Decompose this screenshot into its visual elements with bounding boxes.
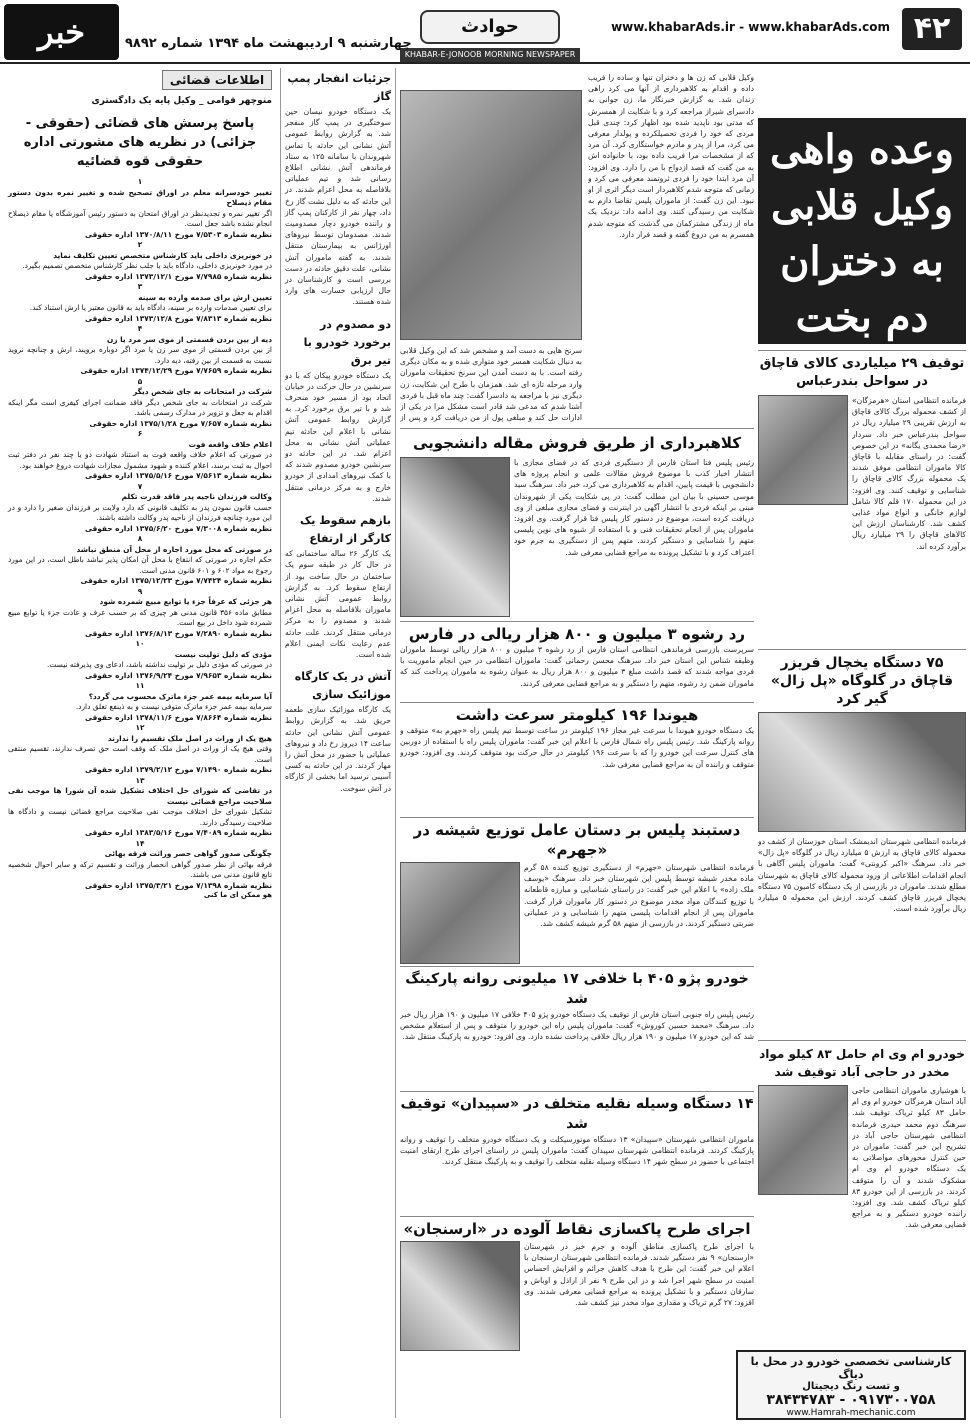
lead-text-1: وکیل قلابی که زن ها و دختران تنها و ساده را فریب داده و اقدام به کلاهبرداری از آنها می کرد راهی زندان شد. به گزارش خبرنگار ما، زن جوانی به دادسرای شیراز مراجعه کرد و با شکایت از همسرش که مدتی بود ناپدید شده بود اظهار کرد: چندی قبل مردی که خود را فردی تحصیلکرده و پولدار معرفی می کرد، مرا از پدر و مادرم خواستگاری کرد. آن مرد که از مشخصات مرا فریب داده بود، با خانواده اش به من گفت که قصد ازدواج با من را دارد. وی افزود: آن مرد ابتدا خود را فردی ثروتمند معرفی می کرد و زمانی که متوجه شدم کلاهبردار است دیگر اثری از او نبود. این زن گفت: از ماموران پلیس تقاضا دارم به شکایت من رسیدگی کنند. وی ادامه داد: نزدیک یک ماه از زندگی مشترکمان می گذشت که متوجه شدم همسرم به من دروغ گفته و قصد فرار دارد. <box>588 73 754 239</box>
legal-item-reference: نظریه شماره ۷/۲۸۹۰ مورخ ۱۳۷۶/۸/۱۳ اداره حقوقی <box>84 628 272 638</box>
lead-headline: وعده واهی وکیل قلابی به دختران دم بخت <box>758 118 966 344</box>
brief-title-4: آتش در یک کارگاه موزائیک سازی <box>294 670 391 702</box>
right-story-3-text: با هوشیاری ماموران انتظامی حاجی آباد استان هرمزگان خودرو ام وی ام حامل ۸۳ کیلو تریاک توقیف شد. سرهنگ دوم محمد حیدری فرمانده انتظامی شهرستان حاجی آباد در تشریح این خبر گفت: ماموران در حین کنترل محورهای مواصلاتی به یک دستگاه خودرو ام وی ام مشکوک شدند و آن را متوقف کردند. در بازرسی از این خودرو ۸۳ کیلو تریاک کشف شد. وی افزود: راننده خودرو دستگیر و به مراجع قضایی معرفی شد. <box>852 1086 966 1230</box>
ad-headline: کارشناسی تخصصی خودرو در محل با دیاگ <box>750 1355 952 1381</box>
legal-item-question: در صورتی که محل مورد اجاره از محل آن منطق نباشد <box>76 544 272 554</box>
legal-item-answer: حسب قانون نمودن پدر به تکلیف قانونی که دارد ولایت بر فرزندان صغیر را دارد و در این مورد چنانچه فرزندان از ناحیه پدر وکالت داشته باشند. <box>8 502 272 522</box>
right-column <box>758 350 966 1346</box>
legal-item-reference: نظریه شماره ۷/۷۴۲۴ مورخ ۱۳۷۵/۱۲/۲۳ اداره حقوقی <box>80 576 272 585</box>
legal-item-question: وکالت فرزندان ناجیه پدر فاقد قدرت تکلم <box>121 492 272 501</box>
lead-column-2 <box>400 345 582 423</box>
ad-phone[interactable]: ۳۸۴۳۴۷۸۳ - ۰۹۱۷۳۰۰۷۵۸ <box>766 1392 936 1408</box>
legal-box-title: اطلاعات قضائی <box>162 70 272 90</box>
legal-item-question: هیچ یک از وراث در اصل ملک تقسیم را ندارند <box>107 733 272 743</box>
legal-item-reference: نظریه شماره ۷/۵۶۱۳ مورخ ۱۳۷۵/۵/۱۶ اداره حقوقی <box>84 471 272 480</box>
legal-item-answer: برای تعیین صدمات وارده بر سینه، دادگاه باید به قانون معتبر یا ارش استناد کند. <box>29 303 272 312</box>
legal-item-reference: نظریه شماره ۷/۴۰۸۹ مورخ ۱۳۸۳/۵/۱۶ اداره حقوقی <box>84 828 272 837</box>
brief-text-3: یک کارگر ۲۶ ساله ساختمانی که در حال کار در طبقه سوم یک ساختمان در حال ساخت بود از ارتفاع سقوط کرد. به گزارش روابط عمومی آتش نشانی ماموران بلافاصله به محل اعزام شدند و مصدوم را به مرکز درمانی منتقل کردند. علت حادثه عدم رعایت نکات ایمنی اعلام شده است. <box>285 549 391 659</box>
legal-item-reference: نظریه شماره ۷/۳۰۰۸ مورخ ۱۳۷۵/۶/۲۰ اداره حقوقی <box>84 523 272 533</box>
right-story-3-title: خودرو ام وی ام حامل ۸۳ کیلو مواد مخدر در حاجی آباد توقیف شد <box>759 1047 965 1079</box>
legal-item-number: ۴ <box>137 324 143 333</box>
story-7-photo <box>400 1241 520 1351</box>
legal-item-question: دیه از بین بردن قسمتی از موی سر مرد یا زن <box>106 334 272 344</box>
legal-item-answer: شرکت در امتحانات به جای شخص دیگر فاقد ضمانت اجرای کیفری است مگر اینکه اقدام به جعل و تزویر در مدارک رسمی باشد. <box>8 397 272 417</box>
right-story-1-text: فرمانده انتظامی استان «هرمزگان» از کشف محموله بزرگ کالای قاچاق به ارزش تقریبی ۲۹ میلیارد ریال در سواحل بندرعباس خبر داد. سردار «رضا محمدی یگانه» در این خصوص گفت: در راستای مقابله با قاچاق کالا ماموران انتظامی موفق شدند یک محموله بزرگ کالای قاچاق را شناسایی و توقیف کنند. وی افزود: در این محموله ۱۷۰ قلم کالا شامل لوازم خانگی و انواع مواد غذایی کشف شد. کارشناسان ارزش این کالاهای قاچاق را ۲۹ میلیارد ریال برآورد کرده اند. <box>852 396 966 551</box>
story-1-title: کلاهبرداری از طریق فروش مقاله دانشجویی <box>412 434 742 452</box>
legal-item-answer: حکم اجاره در صورتی که انتفاع با محل آن امکان پذیر نباشد باطل است، در این مورد رجوع به مواد ۶۰۲ و ۶۰۱ قانون مدنی است. <box>8 555 272 575</box>
ad-website[interactable]: www.Hamrah-mechanic.com <box>786 1408 916 1418</box>
legal-item-number: ۱۲ <box>135 723 145 732</box>
story-6-title: ۱۴ دستگاه وسیله نقلیه متخلف در «سپیدان» توقیف شد <box>400 1096 754 1132</box>
legal-item-answer: در صورتی که اعلام خلاف واقعه فوت به استناد شهادت دو یا چند نفر در دفتر ثبت احوال به ثبت برسد، اعلام کننده و شهود مشمول مجازات شهادت دروغ خواهند بود. <box>8 450 272 470</box>
legal-item-reference: نظریه شماره ۷/۶۵۷ مورخ ۱۳۷۵/۱/۲۸ اداره حقوقی <box>89 418 272 428</box>
brief-title-3: بازهم سقوط یک کارگر از ارتفاع <box>300 514 391 546</box>
legal-item-number: ۸ <box>137 534 143 543</box>
right-story-2-text: فرمانده انتظامی شهرستان اندیمشک استان خوزستان از کشف دو محموله کالای قاچاق به ارزش ۵ میلیارد ریال در گلوگاه «پل زال» خبر داد. سرهنگ «اکبر کرونتی» گفت: ماموران پلیس آگاهی با انجام اقدامات اطلاعاتی از ورود محموله کالای قاچاق به شهرستان مطلع شدند. ماموران در بازرسی از یک دستگاه کامیون ۷۵ دستگاه یخچال فریزر قاچاق کشف کردند. ارزش این محموله ۵ میلیارد ریال برآورد شده است. <box>758 837 966 914</box>
legal-item-question: چگونگی صدور گواهی حصر وراثت فرقه بهائی <box>104 849 272 858</box>
story-1-text: رئیس پلیس فتا استان فارس از دستگیری فردی که در فضای مجازی با انتشار اخبار کذب با موضوع فروش مقالات علمی و انجام پروژه های دانشجویی با قیمت پایین، اقدام به کلاهبرداری می کرد، خبر داد. سرهنگ سید موسی حسینی با بیان این مطلب گفت: در پی شکایت یکی از شهروندان مبنی بر اینکه فردی با انتشار آگهی در اینترنت و فضای مجازی مبلغی از وی دریافت کرده است، موضوع در دستور کار پلیس فتا قرار گرفت. وی افزود: ماموران پس از انجام تحقیقات فنی و با استفاده از شیوه های نوین پلیسی متهم را شناسایی و دستگیر کردند. متهم پس از دستگیری به جرم خود اعتراف کرد و با تشکیل پرونده به مراجع قضایی معرفی شد. <box>514 458 754 557</box>
legal-item-reference: نظریه شماره ۷/۵۳۰۳ مورخ ۱۳۷۰/۸/۱۱ اداره حقوقی <box>84 229 272 239</box>
legal-item-question: در تقاضی که شورای حل اختلاف تشکیل شده آن شورا ها موجب نفی صلاحیت مراجع قضائی نیست <box>8 786 272 806</box>
right-story-1-title: توقیف ۲۹ میلیاردی کالای قاچاق در سواحل بندرعباس <box>759 356 965 389</box>
brief-title-1: جزئیات انفجار پمپ گاز <box>287 72 391 103</box>
legal-item-answer: در صورتی که مؤدی دلیل بر تولیت نداشته باشد، ادعای وی پذیرفته نیست. <box>47 660 272 669</box>
legal-item-number: ۲ <box>137 240 143 249</box>
page-number: ۴۲ <box>902 8 962 50</box>
briefs-column <box>280 68 396 1418</box>
story-1-photo <box>400 457 510 617</box>
legal-title: پاسخ پرسش های قضائی (حقوقی - جزائی) در نظریه های مشورتی اداره حقوقی قوه قضائیه <box>23 116 257 169</box>
right-story-2-photo <box>758 712 966 832</box>
section-title: حوادث <box>420 10 560 44</box>
legal-item-answer: در مورد خونریزی داخلی، دادگاه باید با جلب نظر کارشناس متخصص تصمیم بگیرد. <box>22 261 272 270</box>
legal-item-answer: اگر تغییر نمره و تجدیدنظر در اوراق امتحان به دستور رئیس آموزشگاه یا مقام ذیصلاح انجام نشده باشد جعل است. <box>8 208 272 228</box>
issue-date: چهارشنبه ۹ اردیبهشت ماه ۱۳۹۴ شماره ۹۸۹۲ <box>125 36 412 51</box>
legal-item-question: تعیین ارش برای صدمه وارده به سینه <box>138 292 272 302</box>
legal-item-number: ۱۳ <box>135 775 145 785</box>
legal-item-answer: از بین بردن قسمتی از موی سر زن یا مرد اگر دوباره برویند، ارش و چنانچه نروید نسبت به قسمت از بین رفته، دیه دارد. <box>8 345 272 365</box>
right-story-2-title: ۷۵ دستگاه یخچال فریزر قاچاق در گلوگاه «پل زال» گیر کرد <box>770 655 954 707</box>
legal-item-number: ۱ <box>137 177 143 186</box>
story-6-text: ماموران انتظامی شهرستان «سپیدان» ۱۳ دستگاه موتورسیکلت و یک دستگاه خودرو متخلف را توقیف و روانه پارکینگ کردند. فرمانده انتظامی شهرستان سپیدان گفت: ماموران پلیس در راستای اجرای طرح ارتقای امنیت اجتماعی با حضور در سطح شهر ۱۴ دستگاه وسیله نقلیه متخلف را توقیف و به پارکینگ منتقل کردند. <box>400 1135 754 1167</box>
legal-item-number: ۵ <box>137 376 143 386</box>
legal-item-reference: نظریه شماره ۷/۹۶۵۳ مورخ ۱۳۷۶/۹/۲۴ اداره حقوقی <box>84 670 272 680</box>
legal-item-answer: تشکیل شورای حل اختلاف موجب نفی صلاحیت مراجع قضائی نیست و دادگاه ها صلاحیت رسیدگی دارند. <box>8 807 272 827</box>
story-5-text: رئیس پلیس راه جنوبی استان فارس از توقیف یک دستگاه خودرو پژو ۴۰۵ خلافی ۱۷ میلیون و ۱۹۰ هزار ریال خبر داد. سرهنگ «محمد حسین کوروش» گفت: ماموران پلیس راه این خودرو را متوقف و پس از استعلام مشخص شد که این خودرو ۱۷ میلیون و ۱۹۰ هزار ریال خلافی پرداخت نشده دارد. وی افزود: خودرو به پارکینگ منتقل شد. <box>400 1010 754 1042</box>
legal-item-question: شرکت در امتحانات به جای شخص دیگر <box>133 387 272 396</box>
legal-item-reference: نظریه شماره ۷/۷۹۸۵ مورخ ۱۳۷۳/۱۲/۱ اداره حقوقی <box>84 271 272 281</box>
advertisement-box[interactable] <box>736 1350 966 1420</box>
brief-text-2: یک دستگاه خودرو پیکان که با دو سرنشین در حال حرکت در خیابان اتحاد بود از مسیر خود منحرف شد و با تیر برق برخورد کرد. به گزارش روابط عمومی آتش نشانی با اعلام این حادثه تیم عملیاتی آتش نشانی به محل اعزام شد. در این حادثه دو سرنشین خودرو مصدوم شدند که با کمک نیروهای امدادی از خودرو خارج و به مرکز درمانی منتقل شدند. <box>285 370 391 503</box>
story-7-title: اجرای طرح پاکسازی نقاط آلوده در «ارسنجان» <box>403 1220 751 1238</box>
story-7-text: با اجرای طرح پاکسازی مناطق آلوده و جرم خیز در شهرستان «ارسنجان» ۹ نفر دستگیر شدند. فرمانده انتظامی شهرستان ارسنجان با اعلام این خبر گفت: این طرح با هدف کاهش جرائم و افزایش احساس امنیت در سطح شهر اجرا شد و در این طرح ۹ نفر از اراذل و اوباش و سارقان دستگیر و با تشکیل پرونده به مراجع قضایی معرفی شدند. وی افزود: ۲۷ گرم تریاک و مقداری مواد مخدر نیز کشف شد. <box>524 1242 754 1308</box>
legal-item-number: ۱۴ <box>135 838 145 848</box>
legal-item-question: هر جزئی که عرفاً جزء یا توابع مبیع شمرده شود <box>99 597 272 606</box>
english-banner: KHABAR-E-JONOOB MORNING NEWSPAPER <box>400 48 580 62</box>
legal-item-number: ۶ <box>137 429 143 438</box>
story-2-text: سرپرست بازرسی فرماندهی انتظامی استان فارس از رد رشوه ۳ میلیون و ۸۰۰ هزار ریالی توسط ماموران وظیفه شناس این استان خبر داد. سرهنگ محسن رحمانی گفت: ماموران انتظامی در حین انجام ماموریت با فردی مواجه شدند که قصد داشت مبلغ ۳ میلیون و ۸۰۰ هزار ریال به عنوان رشوه به ماموران پرداخت کند که ماموران ضمن رد رشوه، متهم را دستگیر و به مراجع قضایی معرفی کردند. <box>400 645 754 688</box>
brief-text-4: یک کارگاه موزائیک سازی طعمه حریق شد. به گزارش روابط عمومی آتش نشانی این حادثه ساعت ۱۴ دیروز رخ داد و نیروهای عملیاتی با حضور در محل آتش را مهار کردند. در این حادثه به کسی آسیبی نرسید اما بخشی از کارگاه در آتش سوخت. <box>285 705 391 793</box>
lead-text-2: سرنخ هایی به دست آمد و مشخص شد که این وکیل قلابی به دنبال شکایت همسر خود متواری شده و به مکان دیگری رفته است. با به دست آمدن این سرنخ تحقیقات ماموران وارد مرحله تازه ای شد. همزمان با طرح این شکایت، زن دیگری نیز با مراجعه به دادسرا گفت: چند ماه قبل با فردی آشنا شدم که مدعی شد قادر است مشکل مرا در یکی از ادارات حل کند و مبلغی پول از من دریافت کرد و پس از <box>400 346 582 423</box>
legal-author: منوچهر قوامی _ وکیل پایه یک دادگستری <box>91 96 272 106</box>
legal-item-reference: نظریه شماره ۷/۱۳۹۸ مورخ ۱۳۷۵/۳/۲۱ اداره حقوقی <box>84 880 272 890</box>
legal-item-reference: نظریه شماره ۷/۸۶۶۴ مورخ ۱۳۷۸/۱۱/۶ اداره حقوقی <box>84 712 272 722</box>
ad-subline: و تست رنگ دیجیتال <box>802 1381 900 1392</box>
newspaper-logo: خبر <box>4 4 119 60</box>
legal-item-reference: نظریه شماره ۷/۱۴۹۰ مورخ ۱۳۷۹/۲/۱۲ اداره حقوقی <box>84 765 272 774</box>
legal-items-list <box>8 177 272 891</box>
legal-item-answer: فرقه بهائی از نظر صدور گواهی انحصار وراثت و تقسیم ترکه و سایر احوال شخصیه تابع قانون مدنی می باشند. <box>8 859 272 879</box>
legal-item-number: ۱۱ <box>135 681 145 690</box>
legal-item-question: تغییر خودسرانه معلم در اوراق تصحیح شده و تغییر نمره بدون دستور مقام ذیصلاح <box>8 187 272 207</box>
story-4-text: فرمانده انتظامی شهرستان «جهرم» از دستگیری توزیع کننده ۵۸ گرم ماده مخدر شیشه توسط پلیس این شهرستان خبر داد. سرهنگ «یوسف ملک زاده» با اعلام این خبر گفت: در راستای شناسایی و مبارزه قاطعانه با توزیع کنندگان مواد مخدر موضوع در دستور کار ماموران قرار گرفت. ماموران پس از انجام اقدامات پلیسی متهم را شناسایی و در عملیاتی ضربتی دستگیر کردند. در بازرسی از متهم ۵۸ گرم شیشه کشف شد. <box>524 863 754 929</box>
story-4-photo <box>400 862 520 964</box>
brief-title-2: دو مصدوم در برخورد خودرو با تیر برق <box>303 317 391 367</box>
brief-text-1: یک دستگاه خودرو نیسان حین سوختگیری در پمپ گاز منفجر شد. به گزارش روابط عمومی آتش نشانی این حادثه با تماس شهروندان با سامانه ۱۲۵ به ستاد فرماندهی آتش نشانی اطلاع رسانی شد و تیم عملیاتی بلافاصله به محل اعزام شدند. در این حادثه که به دلیل نشت گاز رخ داد، چهار نفر از کارکنان پمپ گاز و راننده خودرو دچار مصدومیت شدند. مصدومان توسط نیروهای اورژانس به بیمارستان منتقل شدند. به گفته ماموران آتش نشانی، علت دقیق حادثه در دست بررسی است و کارشناسان در حال ارزیابی خسارت های وارد شده هستند. <box>285 107 391 307</box>
legal-item-reference: نظریه شماره ۷/۷۶۵۹ مورخ ۱۳۷۴/۱۲/۲۹ اداره حقوقی <box>80 366 272 375</box>
story-2-title: رد رشوه ۳ میلیون و ۸۰۰ هزار ریالی در فارس <box>408 625 746 643</box>
story-5-title: خودرو پژو ۴۰۵ با خلافی ۱۷ میلیونی روانه پارکینگ شد <box>405 971 749 1007</box>
legal-item-question: در خونریزی داخلی باید کارشناس متخصص تعیین تکلیف نماید <box>53 250 272 260</box>
legal-item-question: اعلام خلاف واقعه فوت <box>188 439 272 449</box>
website-urls[interactable]: www.khabarAds.ir - www.khabarAds.com <box>611 20 890 34</box>
legal-item-answer: سرمایه بیمه عمر جزء ماترک متوفی نیست و به ذینفع تعلق دارد. <box>75 702 272 711</box>
legal-item-answer: وقتی هیچ یک از وراث در اصل ملک که وقف است حق تصرف ندارند، تقسیم منتفی است. <box>8 744 272 764</box>
legal-column <box>4 68 276 1420</box>
lead-column-1 <box>588 72 754 422</box>
legal-footer: هو ممکن ای ما کنی <box>203 891 272 899</box>
center-stories <box>400 428 754 1418</box>
story-3-title: هیوندا ۱۹۶ کیلومتر سرعت داشت <box>455 706 699 724</box>
lead-photo <box>400 90 582 340</box>
legal-item-question: مؤدی که دلیل تولیت نیست <box>174 649 272 659</box>
story-4-title: دستبند پلیس بر دستان عامل توزیع شیشه در «جهرم» <box>413 821 741 859</box>
legal-item-number: ۷ <box>137 481 143 491</box>
legal-item-answer: مطابق ماده ۳۵۶ قانون مدنی هر چیزی که بر حسب عرف و عادت جزء یا توابع مبیع شمرده شود داخل در بیع است. <box>8 607 272 627</box>
legal-item-reference: نظریه شماره ۷/۸۳۱۳ مورخ ۱۳۷۳/۱۲/۸ اداره حقوقی <box>84 313 272 323</box>
story-3-text: یک دستگاه خودرو هیوندا با سرعت غیر مجاز ۱۹۶ کیلومتر در ساعت توسط تیم پلیس راه «جهرم به» متوقف و روانه پارکینگ شد. رئیس پلیس راه شمال فارس با اعلام این خبر گفت: ماموران پلیس راه با استفاده از دوربین های کنترل سرعت این خودرو را که با سرعت ۱۹۶ کیلومتر در حال حرکت بود متوقف کردند. وی افزود: خودرو متوقف و راننده آن به مراجع قضایی معرفی شد. <box>400 726 754 769</box>
page-header <box>0 0 970 64</box>
right-story-3-photo <box>758 1085 848 1195</box>
legal-item-number: ۳ <box>137 282 143 291</box>
legal-item-number: ۱۰ <box>135 639 145 648</box>
right-story-1-photo <box>758 395 848 505</box>
legal-item-question: آیا سرمایه بیمه عمر جزء ماترک محسوب می گردد؟ <box>88 691 272 701</box>
legal-item-number: ۹ <box>137 586 143 596</box>
